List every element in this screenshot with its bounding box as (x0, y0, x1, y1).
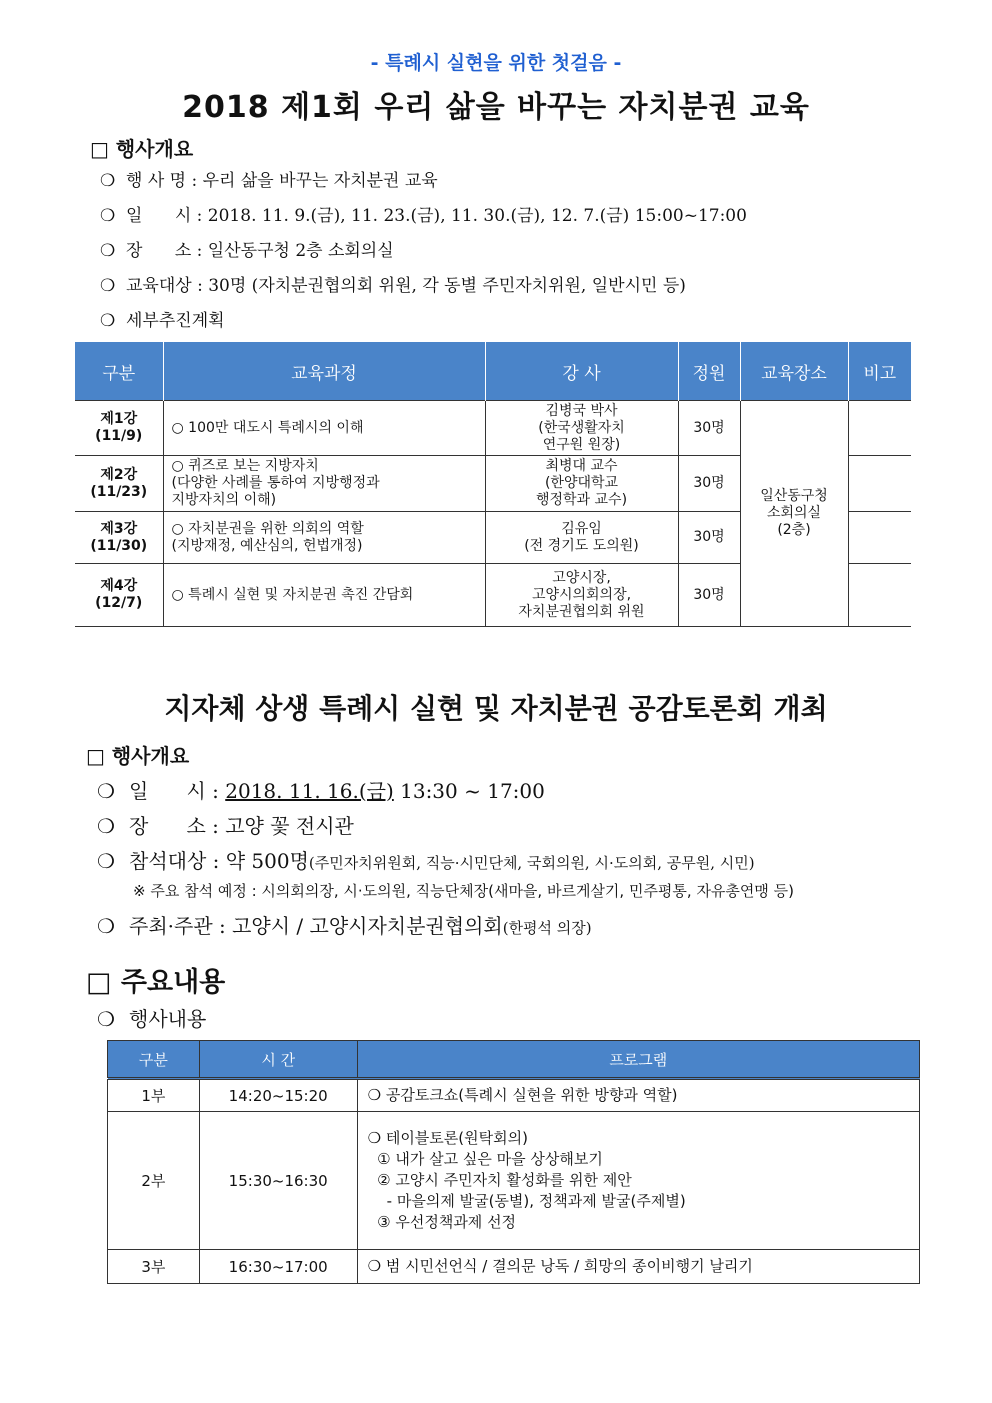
attendee-note: ※ 주요 참석 예정 : 시의회의장, 시·도의원, 직능단체장(새마을, 바르게살기, 민주평통, 자유총연맹 등) (133, 882, 795, 900)
schedule-table (75, 342, 911, 627)
table-header: 프로그램 (357, 1041, 919, 1079)
table-header: 정원 (678, 342, 740, 401)
table-header: 강 사 (485, 342, 678, 401)
overview-item: ❍ 행 사 명 : 우리 삶을 바꾸는 자치분권 교육 (100, 171, 438, 191)
lecturer-line: (한양대학교 (544, 475, 619, 491)
table-row (75, 401, 911, 456)
page-title: 2018 제1회 우리 삶을 바꾸는 자치분권 교육 (182, 90, 810, 125)
section-heading-overview: □ 행사개요 (90, 137, 194, 161)
table-header: 시 간 (199, 1041, 357, 1079)
lecturer-line: 자치분권협의회 위원 (518, 603, 645, 620)
session-date: (12/7) (95, 595, 143, 611)
table-row (108, 1079, 920, 1112)
lecturer-line: 김유임 (561, 520, 602, 537)
part: 2부 (108, 1112, 200, 1250)
forum-attendees: ❍ 참석대상 : 약 500명(주민자치위원회, 직능·시민단체, 국회의원, 시·도의회, 공무원, 시민) (97, 849, 755, 873)
time: 16:30~17:00 (199, 1250, 357, 1284)
table-header: 구분 (108, 1041, 200, 1079)
course-line: 지방자치의 이해) (171, 492, 277, 508)
section-heading-contents: □ 주요내용 (86, 967, 226, 998)
overview-item: ❍ 일 시 : 2018. 11. 9.(금), 11. 23.(금), 11. 30.(금), 12. 7.(금) 15:00~17:00 (100, 206, 747, 226)
session-date: (11/23) (90, 483, 148, 500)
section-heading-overview-2: □ 행사개요 (86, 744, 190, 768)
lecturer-line: 고양시의회의장, (531, 586, 632, 603)
table-header-row (75, 342, 911, 401)
program: ❍ 테이블토론(원탁회의) ① 내가 살고 싶은 마을 상상해보기 ② 고양시 주민자치 활성화를 위한 제안 - 마을의제 발굴(동별), 정책과제 발굴(주제별) ③ 우선정책과제 선정 (357, 1112, 919, 1250)
program-table (107, 1040, 920, 1284)
session-number: 제2강 (100, 466, 138, 483)
overview-item: ❍ 세부추진계획 (100, 311, 225, 331)
forum-date: ❍ 일 시 : 2018. 11. 16.(금) 13:30 ~ 17:00 (97, 779, 545, 803)
capacity: 30명 (678, 401, 740, 456)
table-header-row (108, 1041, 920, 1079)
lecturer-line: 행정학과 교수) (535, 492, 628, 508)
course-line: ○ 자치분권을 위한 의회의 역할 (171, 520, 364, 537)
overview-item: ❍ 장 소 : 일산동구청 2층 소회의실 (100, 241, 394, 261)
lecturer-line: (한국생활자치 (538, 419, 625, 436)
table-header: 구분 (75, 342, 163, 401)
course-line: ○ 특례시 실현 및 자치분권 촉진 간담회 (171, 586, 414, 603)
part: 3부 (108, 1250, 200, 1284)
venue-cell: 일산동구청 소회의실 (2층) (740, 401, 848, 627)
note-cell (848, 512, 911, 564)
contents-label: ❍ 행사내용 (97, 1007, 207, 1031)
lecturer-line: 고양시장, (552, 569, 611, 586)
subtitle: - 특례시 실현을 위한 첫걸음 - (370, 52, 622, 74)
overview-item: ❍ 교육대상 : 30명 (자치분권협의회 위원, 각 동별 주민자치위원, 일반시민 등) (100, 276, 686, 296)
time: 15:30~16:30 (199, 1112, 357, 1250)
time: 14:20~15:20 (199, 1079, 357, 1112)
forum-host: ❍ 주최·주관 : 고양시 / 고양시자치분권협의회(한평석 의장) (97, 914, 592, 938)
program: ❍ 범 시민선언식 / 결의문 낭독 / 희망의 종이비행기 날리기 (357, 1250, 919, 1284)
session-date: (11/9) (95, 428, 143, 444)
note-cell (848, 401, 911, 456)
note-cell (848, 456, 911, 512)
session-number: 제4강 (100, 578, 138, 594)
capacity: 30명 (678, 456, 740, 512)
lecturer-line: 연구원 원장) (542, 436, 621, 453)
course-line: ○ 100만 대도시 특례시의 이해 (171, 419, 364, 436)
course-line: (다양한 사례를 통하여 지방행정과 (171, 475, 380, 491)
table-header: 비고 (848, 342, 911, 401)
capacity: 30명 (678, 564, 740, 627)
lecturer-line: 최병대 교수 (545, 458, 618, 474)
table-row (108, 1112, 920, 1250)
section-title-forum: 지자체 상생 특례시 실현 및 자치분권 공감토론회 개최 (164, 692, 828, 725)
forum-place: ❍ 장 소 : 고양 꽃 전시관 (97, 814, 354, 838)
part: 1부 (108, 1079, 200, 1112)
program: ❍ 공감토크쇼(특례시 실현을 위한 방향과 역할) (357, 1079, 919, 1112)
session-number: 제1강 (100, 411, 138, 427)
session-number: 제3강 (100, 520, 138, 537)
session-date: (11/30) (90, 537, 148, 554)
note-cell (848, 564, 911, 627)
table-header: 교육장소 (740, 342, 848, 401)
lecturer-line: 김병국 박사 (545, 402, 618, 419)
table-row (108, 1250, 920, 1284)
lecturer-line: (전 경기도 도의원) (524, 537, 639, 554)
course-line: ○ 퀴즈로 보는 지방자치 (171, 458, 319, 474)
capacity: 30명 (678, 512, 740, 564)
table-header: 교육과정 (163, 342, 485, 401)
course-line: (지방재정, 예산심의, 헌법개정) (171, 537, 363, 554)
